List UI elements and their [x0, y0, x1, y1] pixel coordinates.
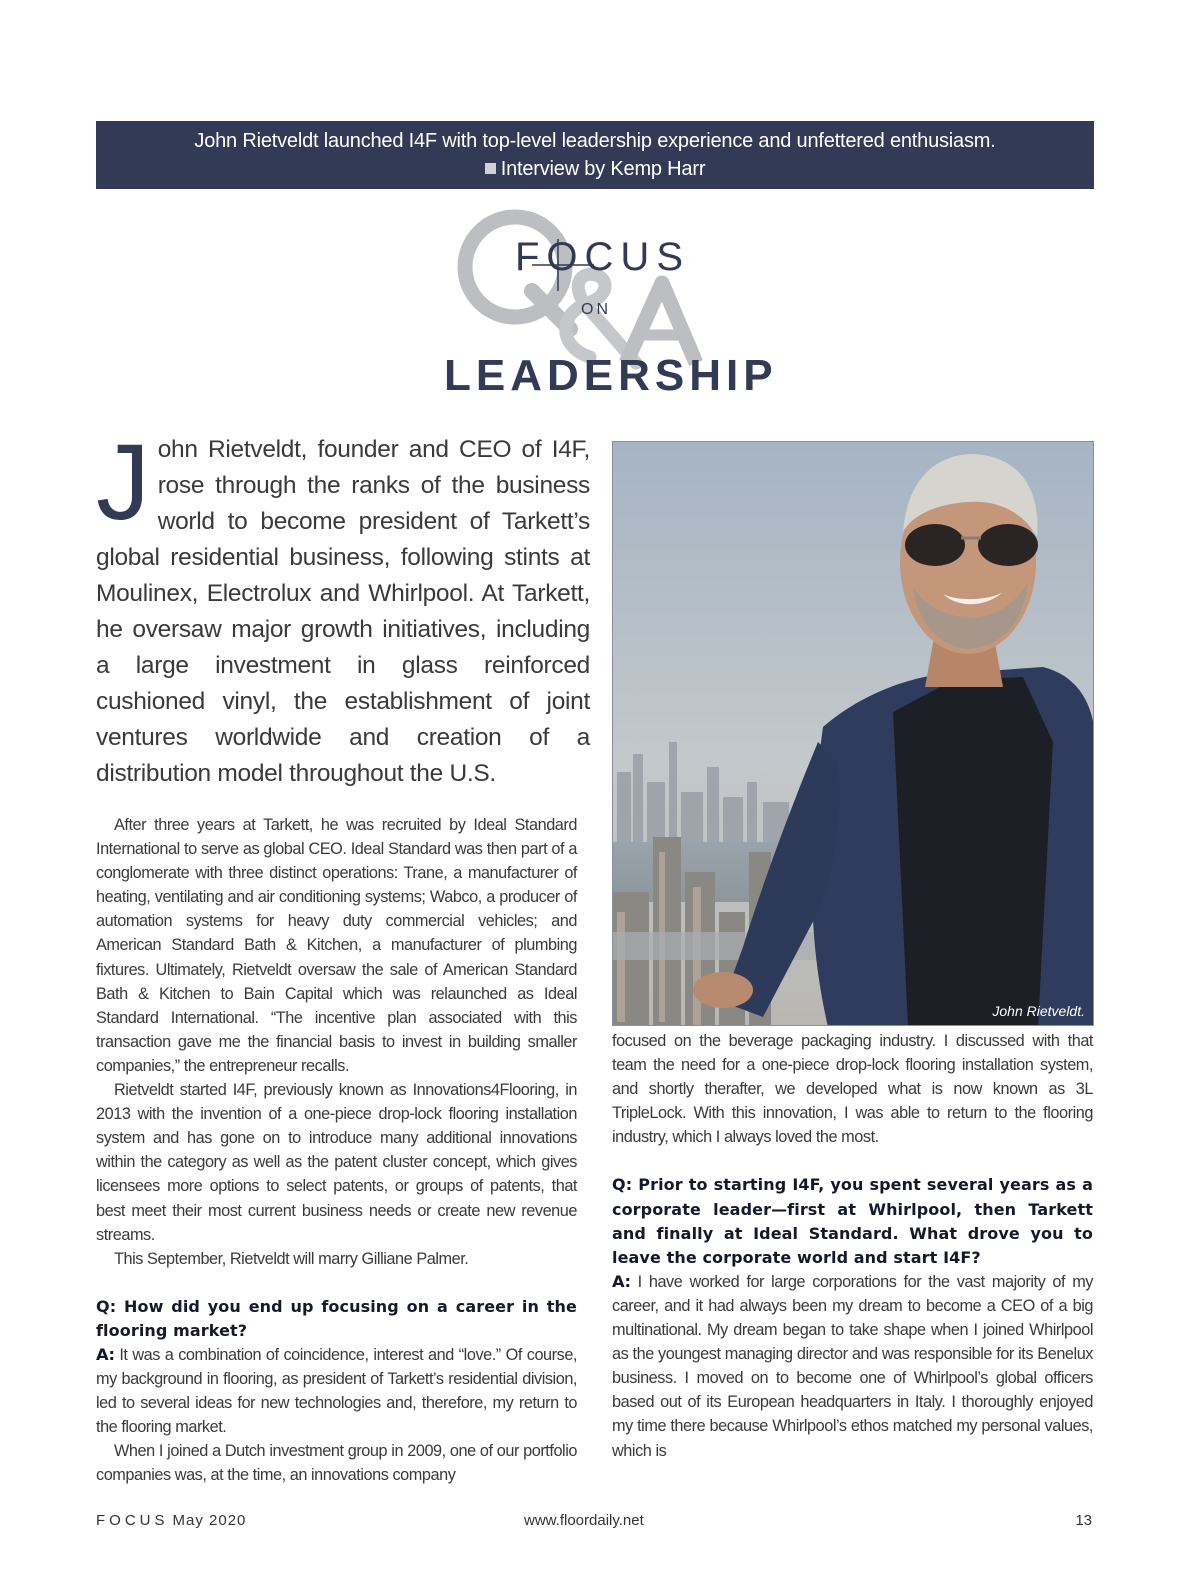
spacer — [96, 1271, 577, 1295]
left-column — [96, 813, 577, 1488]
body-paragraph: When I joined a Dutch investment group in 2009, one of our portfolio companies was, at the time, an innovations company — [96, 1442, 577, 1485]
answer-label: A: — [612, 1271, 631, 1291]
page-number: 13 — [1075, 1512, 1092, 1529]
footer-magazine-name: FOCUS — [96, 1512, 169, 1529]
question-heading: Q: Prior to starting I4F, you spent several years as a corporate leader—first at Whirlpool, then Tarkett and finally at Ideal Standard. What drove you to leave the corporate world and start I4F? — [612, 1175, 1093, 1267]
answer-text: It was a combination of coincidence, interest and “love.” Of course, my background in flooring, as president of Tarkett’s residential division, led to several ideas for new technologies and, therefore, my return to the flooring market. — [96, 1345, 577, 1437]
logo-leadership-word: LEADERSHIP — [444, 351, 778, 400]
portrait-image — [613, 442, 1094, 1026]
footer-issue: May 2020 — [172, 1512, 247, 1529]
intro-paragraph — [96, 421, 590, 792]
page-footer — [96, 1512, 1094, 1536]
header-banner — [96, 121, 1094, 189]
logo-focus-word: FOCUS — [515, 235, 690, 279]
drop-cap: J — [96, 421, 150, 542]
answer-label: A: — [96, 1344, 115, 1364]
footer-url[interactable]: www.floordaily.net — [524, 1512, 644, 1529]
intro-text: ohn Rietveldt, founder and CEO of I4F, rose through the ranks of the business world to become president of Tarkett’s global residential business, following stints at Moulinex, Electrolux and Whirlpool. At Tarkett, he oversaw major growth initiatives, including a large investment in glass reinforced cushioned vinyl, the establishment of joint ventures worldwide and creation of a distribution model throughout the U.S. — [96, 436, 590, 787]
body-paragraph: focused on the beverage packaging industry. I discussed with that team the need for a one-piece drop-lock flooring installation system, and shortly therafter, we developed what is now known as 3L TripleLock. With this innovation, I was able to return to the flooring industry, which I always loved the most. — [612, 1032, 1093, 1147]
square-bullet-icon — [485, 163, 496, 174]
question-heading: Q: How did you end up focusing on a career in the flooring market? — [96, 1296, 577, 1340]
answer-paragraph — [612, 1270, 1093, 1463]
answer-paragraph — [96, 1343, 577, 1439]
photo-caption: John Rietveldt. — [992, 1003, 1085, 1019]
banner-byline: Interview by Kemp Harr — [500, 158, 706, 180]
banner-headline: John Rietveldt launched I4F with top-level leadership experience and unfettered enthusiasm. — [194, 130, 996, 152]
body-paragraph: After three years at Tarkett, he was recruited by Ideal Standard International to serve as global CEO. Ideal Standard was then part of a conglomerate with three distinct operations: Trane, a manufacturer of heating, ventilating and air conditioning systems; Wabco, a producer of automation systems for heavy duty commercial vehicles; and American Standard Bath & Kitchen, a manufacturer of plumbing fixtures. Ultimately, Rietveldt oversaw the sale of American Standard Bath & Kitchen to Bain Capital which was relaunched as Ideal Standard International. “The incentive plan associated with this transaction gave me the financial basis to invest in building smaller companies,” the entrepreneur recalls. — [96, 816, 577, 1075]
banner-byline-row — [96, 155, 1094, 183]
answer-text: I have worked for large corporations for the vast majority of my career, and it had always been my dream to become a CEO of a big multinational. My dream began to take shape when I joined Whirlpool as the youngest managing director and was responsible for its Benelux business. I moved on to become one of Whirlpool’s global officers based out of its European headquarters in Italy. I thoroughly enjoyed my time there because Whirlpool’s ethos matched my personal values, which is — [612, 1272, 1093, 1460]
logo-on-word: ON — [581, 301, 611, 318]
focus-on-leadership-logo — [440, 205, 778, 405]
footer-magazine — [96, 1512, 246, 1529]
right-column — [612, 1029, 1093, 1463]
body-paragraph: Rietveldt started I4F, previously known as Innovations4Flooring, in 2013 with the invention of a one-piece drop-lock flooring installation system and has gone on to introduce many additional innovations within the category as well as the patent cluster concept, which gives licensees more options to select patents, or groups of patents, that best meet their most current business needs or create new revenue streams. — [96, 1081, 577, 1244]
portrait-photo — [612, 441, 1094, 1026]
spacer — [612, 1149, 1093, 1173]
body-paragraph: This September, Rietveldt will marry Gilliane Palmer. — [114, 1249, 469, 1268]
